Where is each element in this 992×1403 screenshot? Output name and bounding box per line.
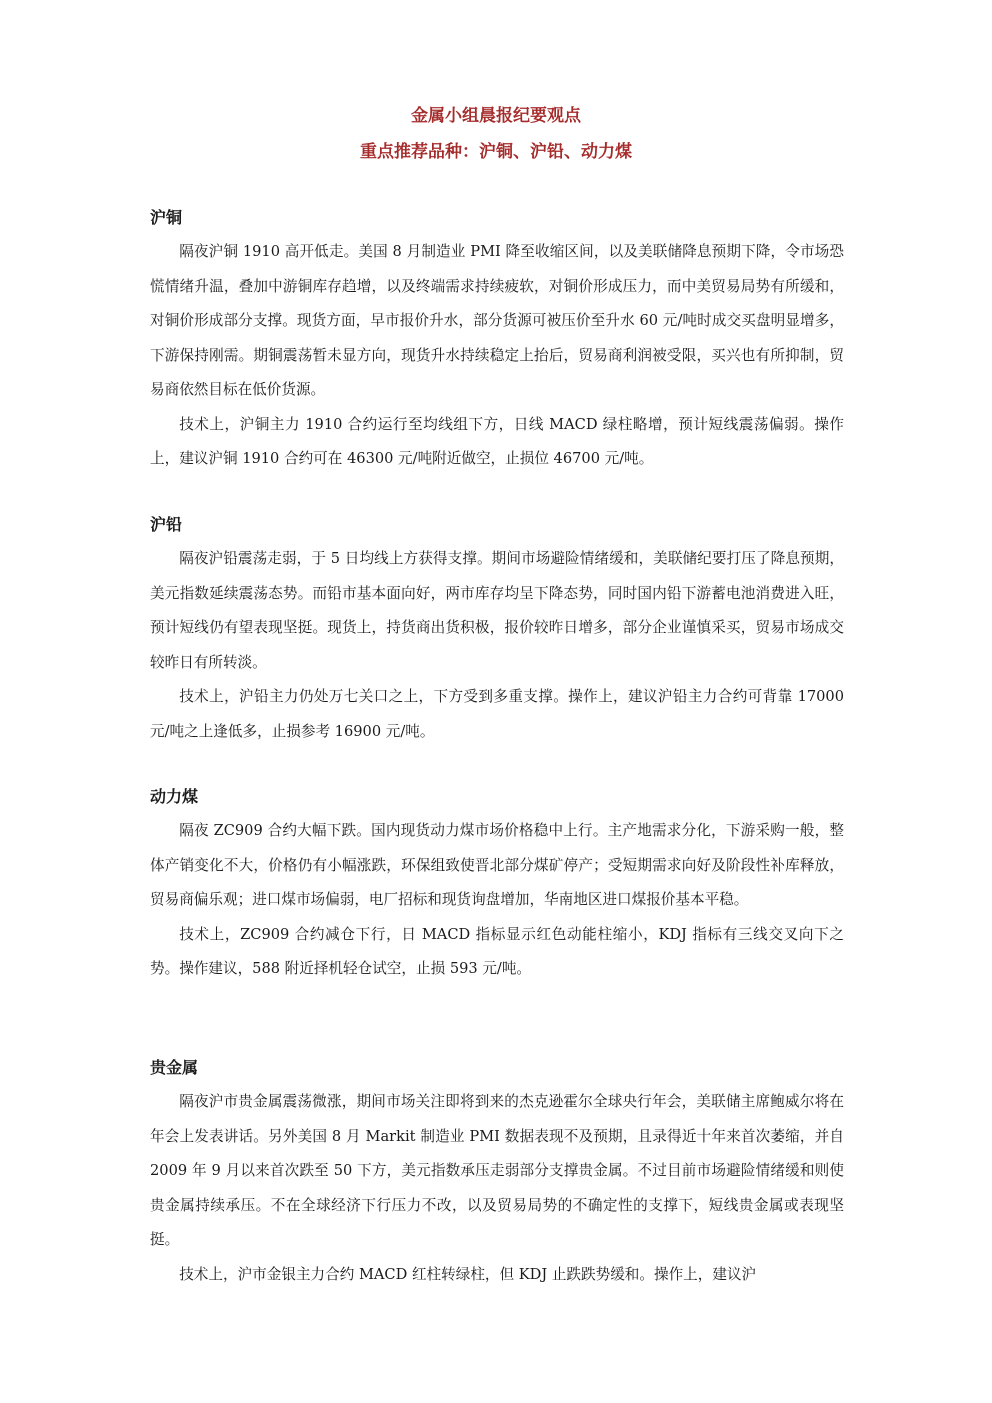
lead-paragraph-technical: 技术上，沪铅主力仍处万七关口之上，下方受到多重支撑。操作上，建议沪铅主力合约可背靠 17000 元/吨之上逢低多，止损参考 16900 元/吨。 — [150, 688, 844, 740]
precious-paragraph-technical: 技术上，沪市金银主力合约 MACD 红柱转绿柱，但 KDJ 止跌跌势缓和。操作上，建议沪 — [179, 1265, 757, 1283]
section-heading-precious-metals: 贵金属 — [150, 1058, 199, 1077]
copper-paragraph-technical: 技术上，沪铜主力 1910 合约运行至均线组下方，日线 MACD 绿柱略增，预计短线震荡偏弱。操作上，建议沪铜 1910 合约可在 46300 元/吨附近做空，止损位 46700 元/吨。 — [150, 415, 844, 467]
section-copper — [150, 206, 844, 477]
precious-paragraph-fundamentals: 隔夜沪市贵金属震荡微涨，期间市场关注即将到来的杰克逊霍尔全球央行年会，美联储主席鲍威尔将在年会上发表讲话。另外美国 8 月 Markit 制造业 PMI 数据表现不及预期，且录得近十年来首次萎缩，并自 2009 年 9 月以来首次跌至 50 下方，美元指数承压走弱部分支撑贵金属。不过目前市场避险情绪缓和则使贵金属持续承压。不在全球经济下行压力不改，以及贸易局势的不确定性的支撑下，短线贵金属或表现坚挺。 — [150, 1093, 844, 1248]
page-title: 金属小组晨报纪要观点 — [411, 106, 581, 126]
section-heading-copper: 沪铜 — [150, 208, 183, 227]
section-lead — [150, 513, 844, 749]
section-precious-metals — [150, 1056, 844, 1292]
coal-paragraph-fundamentals: 隔夜 ZC909 合约大幅下跌。国内现货动力煤市场价格稳中上行。主产地需求分化，下游采购一般，整体产销变化不大，价格仍有小幅涨跌，环保组致使晋北部分煤矿停产；受短期需求向好及阶段性补库释放，贸易商偏乐观；进口煤市场偏弱，电厂招标和现货询盘增加，华南地区进口煤报价基本平稳。 — [150, 822, 844, 908]
copper-paragraph-fundamentals: 隔夜沪铜 1910 高开低走。美国 8 月制造业 PMI 降至收缩区间，以及美联储降息预期下降，令市场恐慌情绪升温，叠加中游铜库存趋增，以及终端需求持续疲软，对铜价形成压力，而中美贸易局势有所缓和，对铜价形成部分支撑。现货方面，早市报价升水，部分货源可被压价至升水 60 元/吨时成交买盘明显增多，下游保持刚需。期铜震荡暂未显方向，现货升水持续稳定上抬后，贸易商利润被受限，买兴也有所抑制，贸易商依然目标在低价货源。 — [150, 243, 844, 398]
coal-paragraph-technical: 技术上，ZC909 合约减仓下行，日 MACD 指标显示红色动能柱缩小，KDJ 指标有三线交叉向下之势。操作建议，588 附近择机轻仓试空，止损 593 元/吨。 — [150, 925, 844, 977]
section-thermal-coal — [150, 785, 844, 987]
page-subtitle: 重点推荐品种：沪铜、沪铅、动力煤 — [360, 142, 632, 162]
section-heading-lead: 沪铅 — [150, 515, 183, 534]
section-heading-thermal-coal: 动力煤 — [150, 787, 199, 806]
lead-paragraph-fundamentals: 隔夜沪铅震荡走弱，于 5 日均线上方获得支撑。期间市场避险情绪缓和，美联储纪要打压了降息预期，美元指数延续震荡态势。而铅市基本面向好，两市库存均呈下降态势，同时国内铅下游蓄电池消费进入旺，预计短线仍有望表现坚挺。现货上，持货商出货积极，报价较昨日增多，部分企业谨慎采买，贸易市场成交较昨日有所转淡。 — [150, 550, 844, 671]
